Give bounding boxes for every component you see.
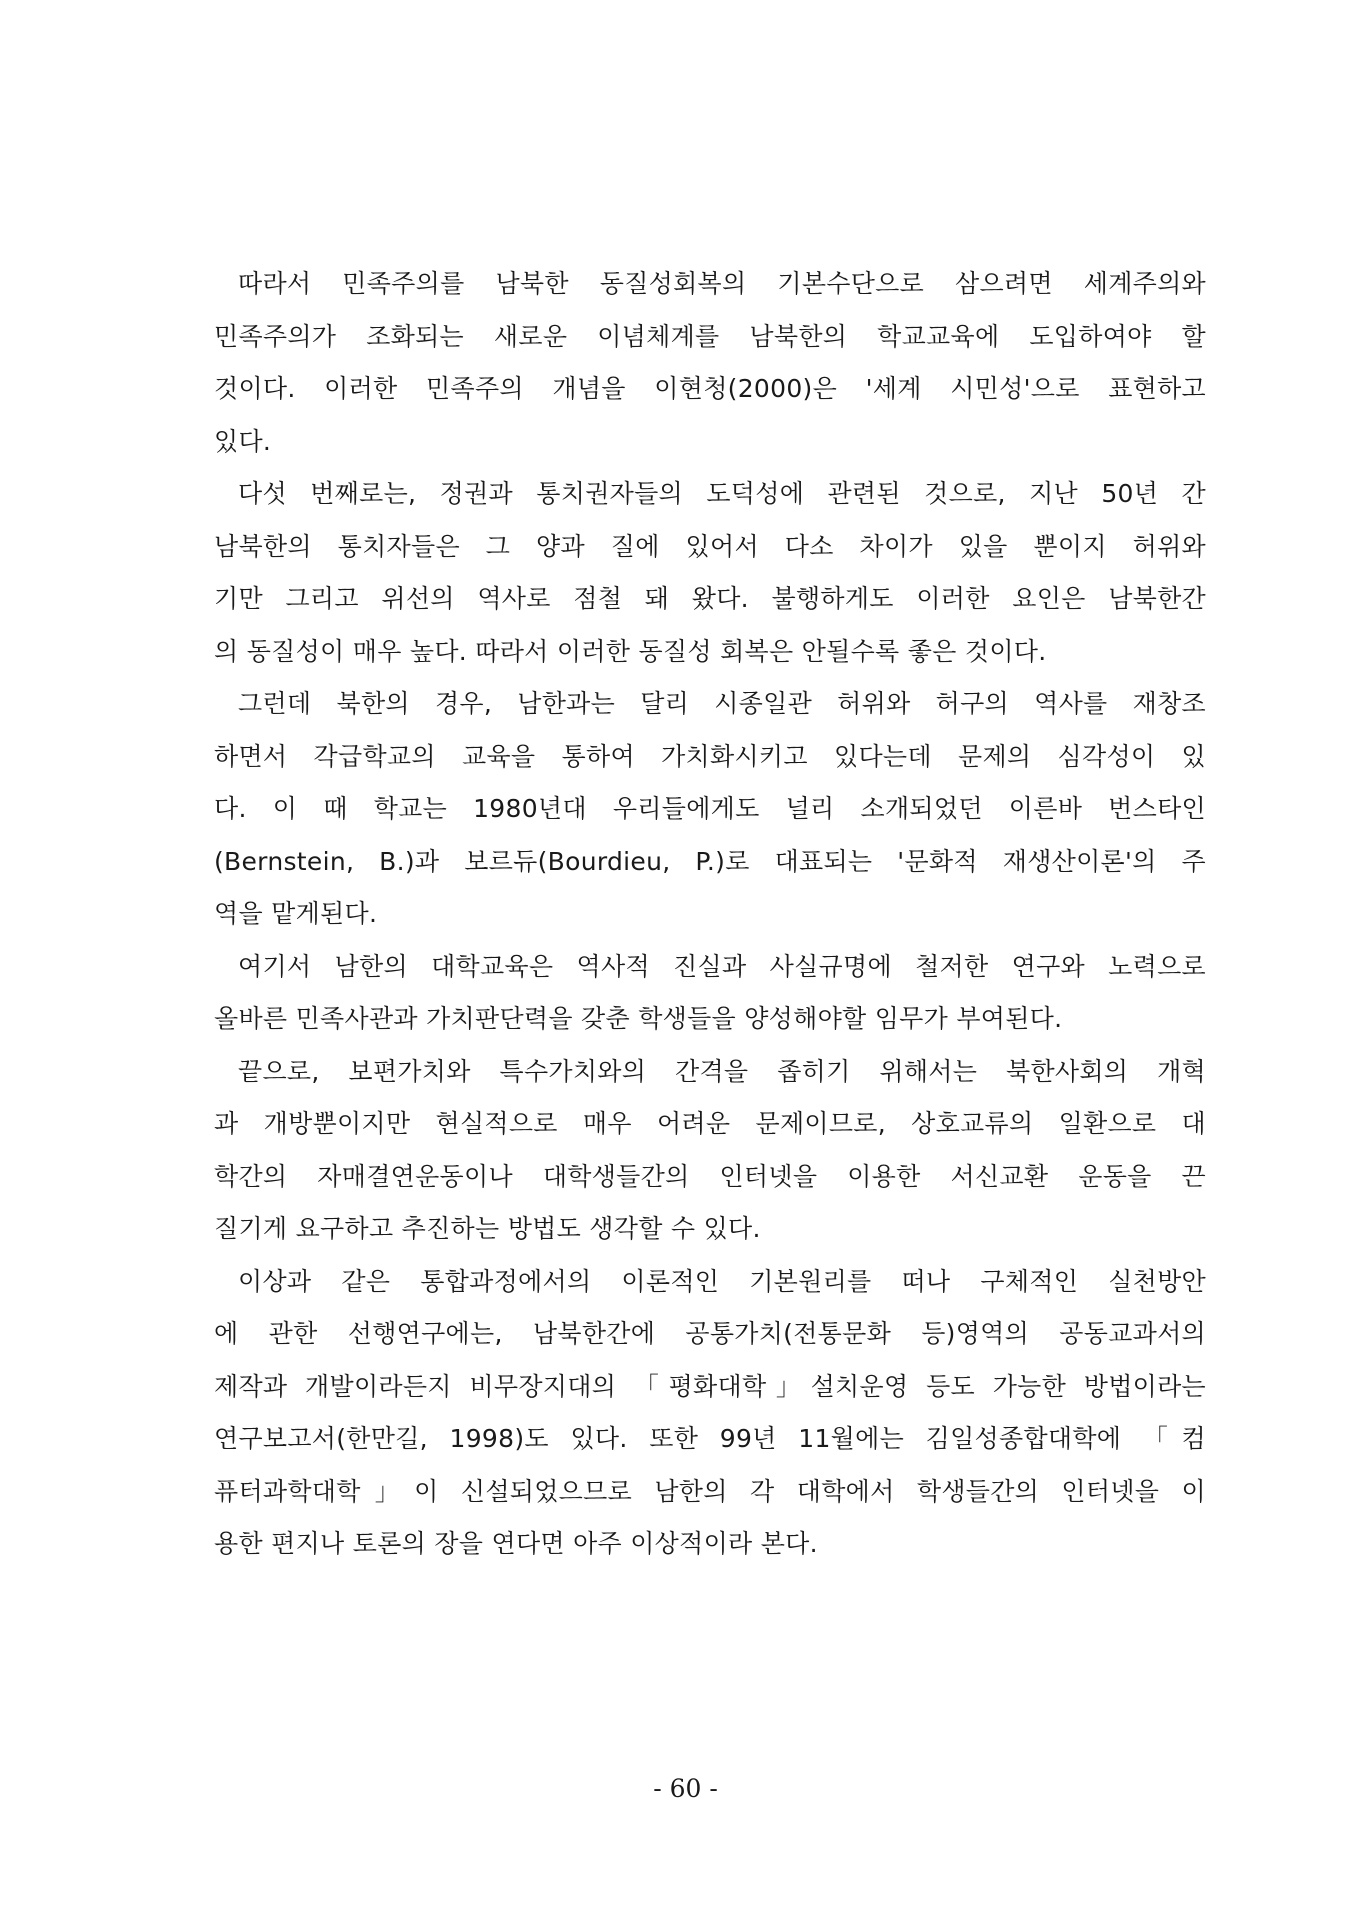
text-line: 다. 이 때 학교는 1980년대 우리들에게도 널리 소개되었던 이른바 번스타인 [214, 794, 1206, 823]
text-line: 민족주의가 조화되는 새로운 이념체계를 남북한의 학교교육에 도입하여야 할 [214, 321, 1206, 351]
text-line: 역을 맡게된다. [214, 899, 378, 928]
text-line: 용한 편지나 토론의 장을 연다면 아주 이상적이라 본다. [214, 1529, 818, 1558]
text-line: 하면서 각급학교의 교육을 통하여 가치화시키고 있다는데 문제의 심각성이 있 [214, 741, 1206, 771]
text-line: 다섯 번째로는, 정권과 통치권자들의 도덕성에 관련된 것으로, 지난 50년 간 [238, 479, 1206, 508]
paragraph [214, 258, 1206, 468]
paragraph [214, 678, 1206, 941]
text-line: 에 관한 선행연구에는, 남북한간에 공통가치(전통문화 등)영역의 공동교과서의 [214, 1319, 1206, 1348]
page-number: - 60 - [653, 1774, 718, 1803]
text-line: 남북한의 통치자들은 그 양과 질에 있어서 다소 차이가 있을 뿐이지 허위와 [214, 531, 1206, 561]
text-line: 따라서 민족주의를 남북한 동질성회복의 기본수단으로 삼으려면 세계주의와 [238, 269, 1206, 298]
text-line: 것이다. 이러한 민족주의 개념을 이현청(2000)은 '세계 시민성'으로 표현하고 [214, 374, 1206, 403]
text-line: 있다. [214, 426, 272, 456]
paragraph [214, 1256, 1206, 1571]
text-line: 이상과 같은 통합과정에서의 이론적인 기본원리를 떠나 구체적인 실천방안 [238, 1266, 1206, 1296]
text-line: 퓨터과학대학」이 신설되었으므로 남한의 각 대학에서 학생들간의 인터넷을 이 [214, 1476, 1206, 1506]
text-line: 의 동질성이 매우 높다. 따라서 이러한 동질성 회복은 안될수록 좋은 것이다. [214, 636, 1047, 666]
text-line: 질기게 요구하고 추진하는 방법도 생각할 수 있다. [214, 1214, 761, 1243]
paragraph [214, 1046, 1206, 1256]
paragraph [214, 941, 1206, 1046]
text-line: 끝으로, 보편가치와 특수가치와의 간격을 좁히기 위해서는 북한사회의 개혁 [238, 1056, 1206, 1086]
text-line: 과 개방뿐이지만 현실적으로 매우 어려운 문제이므로, 상호교류의 일환으로 대 [214, 1109, 1206, 1138]
text-line: 제작과 개발이라든지 비무장지대의 「평화대학」설치운영 등도 가능한 방법이라는 [214, 1371, 1206, 1401]
body-text [214, 258, 1206, 1571]
text-line: 여기서 남한의 대학교육은 역사적 진실과 사실규명에 철저한 연구와 노력으로 [238, 951, 1206, 981]
text-line: 올바른 민족사관과 가치판단력을 갖춘 학생들을 양성해야할 임무가 부여된다. [214, 1004, 1063, 1033]
text-line: 연구보고서(한만길, 1998)도 있다. 또한 99년 11월에는 김일성종합대학에 「컴 [214, 1424, 1206, 1453]
text-line: (Bernstein, B.)과 보르듀(Bourdieu, P.)로 대표되는 '문화적 재생산이론'의 주 [214, 846, 1206, 876]
text-line: 학간의 자매결연운동이나 대학생들간의 인터넷을 이용한 서신교환 운동을 끈 [214, 1161, 1206, 1191]
text-line: 기만 그리고 위선의 역사로 점철 돼 왔다. 불행하게도 이러한 요인은 남북한간 [214, 584, 1206, 613]
text-line: 그런데 북한의 경우, 남한과는 달리 시종일관 허위와 허구의 역사를 재창조 [238, 689, 1206, 718]
paragraph [214, 468, 1206, 678]
